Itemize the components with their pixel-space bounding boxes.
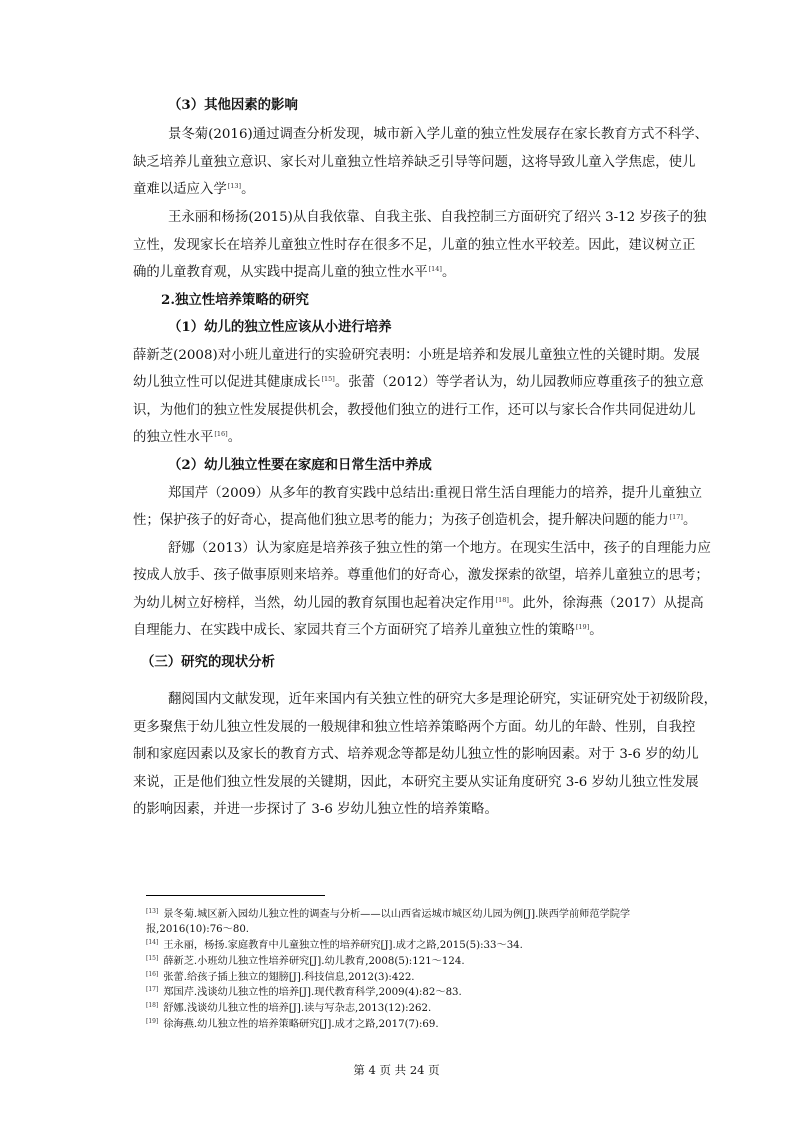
citation-mark[interactable]: [18] (495, 595, 509, 604)
footnote-continuation: 报,2016(10):76～80. (146, 924, 250, 935)
paragraph-line: 制和家庭因素以及家长的教育方式、培养观念等都是幼儿独立性的影响因素。对于 3-6 岁的幼儿 (133, 747, 699, 762)
citation-mark[interactable]: [13] (227, 181, 242, 190)
subheading-family-life: （2）幼儿独立性要在家庭和日常生活中养成 (168, 457, 432, 473)
paragraph-line: 王永丽和杨扬(2015)从自我依靠、自我主张、自我控制三方面研究了绍兴 3-12 岁孩子的独 (168, 210, 707, 225)
paragraph-line: 为幼儿树立好榜样，当然，幼儿园的教育氛围也起着决定作用[18]。此外，徐海燕（2017）从提高 (133, 595, 704, 611)
citation-mark[interactable]: [19] (575, 622, 590, 631)
paragraph-line: 更多聚焦于幼儿独立性发展的一般规律和独立性培养策略两个方面。幼儿的年龄、性别，自我控 (133, 720, 696, 735)
footnote-item: [19] 徐海燕.幼儿独立性的培养策略研究[J].成才之路,2017(7):69. (146, 1017, 439, 1030)
paragraph-line: 翻阅国内文献发现，近年来国内有关独立性的研究大多是理论研究，实证研究处于初级阶段， (168, 692, 718, 707)
paragraph-line: 按成人放手、孩子做事原则来培养。尊重他们的好奇心，激发探索的欲望，培养儿童独立的思考； (133, 568, 709, 583)
paragraph-line: 自理能力、在实践中成长、家园共育三个方面研究了培养儿童独立性的策略[19]。 (133, 622, 603, 638)
page-number-footer: 第 4 页 共 24 页 (353, 1063, 440, 1077)
footnote-item: [14] 王永丽，杨扬.家庭教育中儿童独立性的培养研究[J].成才之路,2015(5):33～34. (146, 938, 523, 951)
citation-mark[interactable]: [16] (214, 429, 228, 438)
paragraph-line: 薛新芝(2008)对小班儿童进行的实验研究表明：小班是培养和发展儿童独立性的关键时期。发展 (133, 348, 700, 363)
section-heading-strategy: 2.独立性培养策略的研究 (161, 292, 309, 308)
footnote-item: [13] 景冬菊.城区新入园幼儿独立性的调查与分析——以山西省运城市城区幼儿园为例[J].陕西学前师范学院学 (146, 907, 631, 920)
footnote-item: [15] 薛新芝.小班幼儿独立性培养研究[J].幼儿教育,2008(5):121～124. (146, 954, 465, 967)
footnote-divider (146, 895, 325, 896)
paragraph-line: 舒娜（2013）认为家庭是培养孩子独立性的第一个地方。在现实生活中，孩子的自理能力应 (168, 541, 711, 556)
paragraph-line: 来说，正是他们独立性发展的关键期，因此，本研究主要从实证角度研究 3-6 岁幼儿独立性发展 (133, 775, 699, 790)
paragraph-line: 立性，发现家长在培养儿童独立性时存在很多不足，儿童的独立性水平较差。因此，建议树立正 (133, 238, 696, 253)
paragraph-line: 郑国芹（2009）从多年的教育实践中总结出:重视日常生活自理能力的培养，提升儿童独立 (168, 486, 703, 501)
paragraph-line: 幼儿独立性可以促进其健康成长[15]。张蕾（2012）等学者认为，幼儿园教师应尊重孩子的独立意 (133, 374, 704, 390)
paragraph-line: 确的儿童教育观，从实践中提高儿童的独立性水平[14]。 (133, 264, 456, 280)
paragraph-line: 性；保护孩子的好奇心，提高他们独立思考的能力；为孩子创造机会，提升解决问题的能力[17]。 (133, 512, 697, 528)
subheading-early-training: （1）幼儿的独立性应该从小进行培养 (168, 319, 392, 335)
section-heading-status-analysis: （三）研究的现状分析 (141, 654, 275, 670)
footnote-item: [17] 郑国芹.浅谈幼儿独立性的培养[J].现代教育科学,2009(4):82～83. (146, 985, 462, 998)
paragraph-line: 童难以适应入学[13]。 (133, 181, 255, 197)
citation-mark[interactable]: [14] (428, 264, 442, 273)
paragraph-line: 的影响因素，并进一步探讨了 3-6 岁幼儿独立性的培养策略。 (133, 802, 498, 817)
subheading-other-factors: （3）其他因素的影响 (168, 97, 298, 113)
paragraph-line: 缺乏培养儿童独立意识、家长对儿童独立性培养缺乏引导等问题，这将导致儿童入学焦虑，使儿 (133, 155, 696, 170)
footnote-item: [18] 舒娜.浅谈幼儿独立性的培养[J].读与写杂志,2013(12):262. (146, 1001, 432, 1014)
footnote-item: [16] 张蕾.给孩子插上独立的翅膀[J].科技信息,2012(3):422. (146, 970, 415, 983)
citation-mark[interactable]: [17] (669, 512, 683, 521)
paragraph-line: 景冬菊(2016)通过调查分析发现，城市新入学儿童的独立性发展存在家长教育方式不科学、 (168, 127, 708, 142)
citation-mark[interactable]: [15] (321, 374, 335, 383)
paragraph-line: 的独立性水平[16]。 (133, 429, 242, 445)
paragraph-line: 识，为他们的独立性发展提供机会，教授他们独立的进行工作，还可以与家长合作共同促进幼儿 (133, 403, 696, 418)
